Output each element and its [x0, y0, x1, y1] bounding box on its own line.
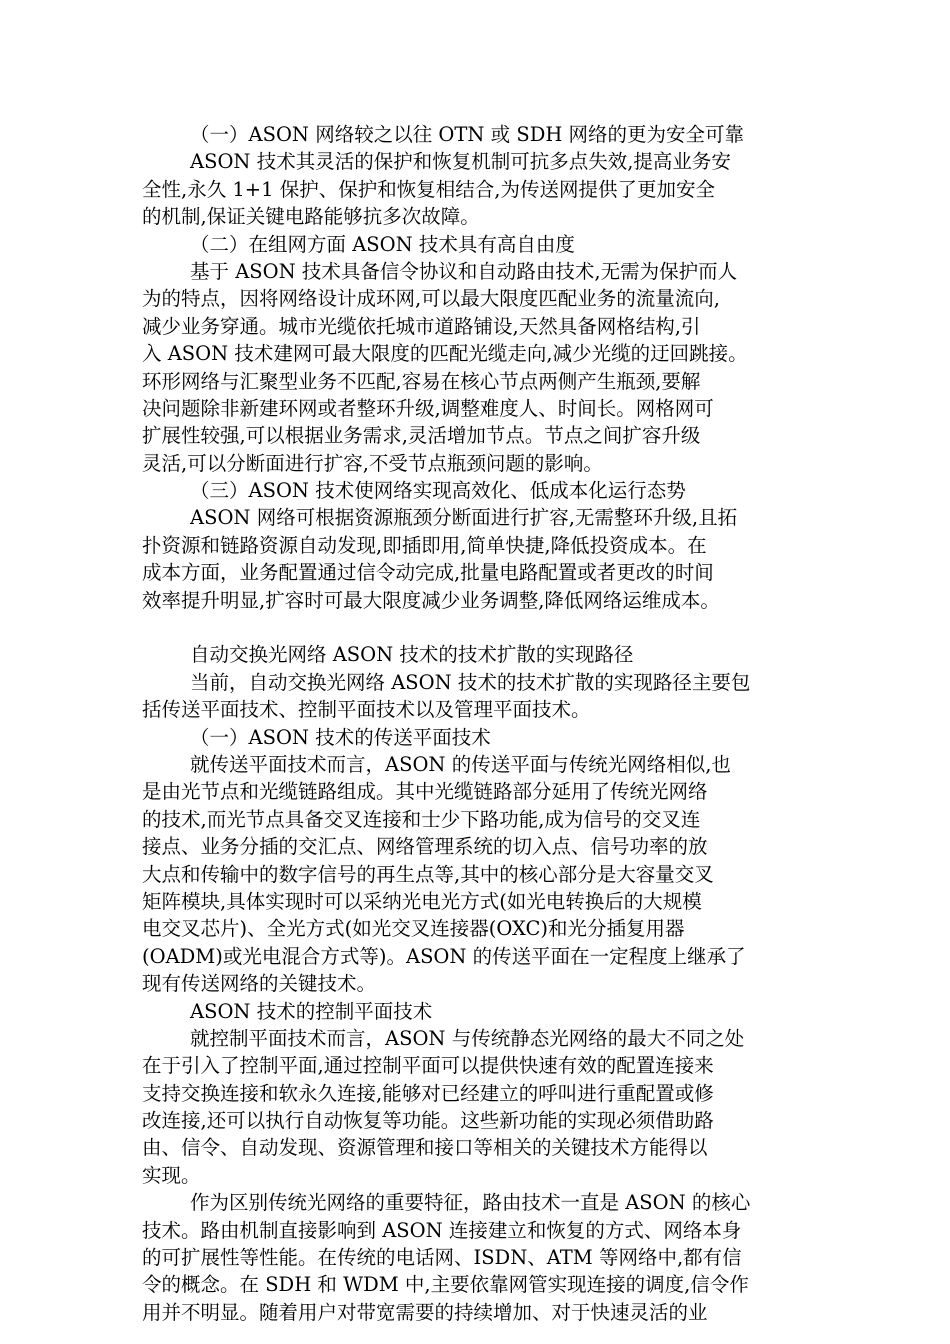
paragraph-line: 环形网络与汇聚型业务不匹配,容易在核心节点两侧产生瓶颈,要解: [142, 369, 701, 393]
paragraph-line: 扩展性较强,可以根据业务需求,灵活增加节点。节点之间扩容升级: [142, 424, 701, 448]
paragraph-line: 的技术,而光节点具备交叉连接和士少下路功能,成为信号的交叉连: [142, 807, 701, 831]
paragraph-line: 入 ASON 技术建网可最大限度的匹配光缆走向,减少光缆的迂回跳接。: [142, 342, 748, 366]
paragraph-line: ASON 技术其灵活的保护和恢复机制可抗多点失效,提高业务安: [190, 150, 731, 174]
heading-3: （三）ASON 技术使网络实现高效化、低成本化运行态势: [190, 479, 686, 503]
paragraph-line: 决问题除非新建环网或者整环升级,调整难度人、时间长。网格网可: [142, 396, 714, 420]
paragraph-line: 电交叉芯片)、全光方式(如光交叉连接器(OXC)和光分插复用器: [142, 917, 685, 941]
heading-1: （一）ASON 网络较之以往 OTN 或 SDH 网络的更为安全可靠: [190, 123, 745, 146]
paragraph-line: 减少业务穿通。城市光缆依托城市道路铺设,天然具备网格结构,引: [142, 314, 701, 338]
paragraph-line: 大点和传输中的数字信号的再生点等,其中的核心部分是大容量交叉: [142, 862, 714, 886]
paragraph-line: ASON 网络可根据资源瓶颈分断面进行扩容,无需整环升级,且拓: [190, 506, 738, 530]
paragraph-line: 改连接,还可以执行自动恢复等功能。这些新功能的实现必须借助路: [142, 1109, 714, 1133]
paragraph-line: 支持交换连接和软永久连接,能够对已经建立的呼叫进行重配置或修: [142, 1081, 714, 1105]
paragraph-line: 括传送平面技术、控制平面技术以及管理平面技术。: [142, 698, 591, 722]
paragraph-line: 技术。路由机制直接影响到 ASON 连接建立和恢复的方式、网络本身: [142, 1218, 742, 1242]
paragraph-line: 灵活,可以分断面进行扩容,不受节点瓶颈问题的影响。: [142, 451, 603, 475]
paragraph-line: 为的特点，因将网络设计成环网,可以最大限度匹配业务的流量流向,: [142, 287, 720, 311]
section-title: 自动交换光网络 ASON 技术的技术扩散的实现路径: [190, 643, 634, 667]
paragraph-line: 的可扩展性等性能。在传统的电话网、ISDN、ATM 等网络中,都有信: [142, 1246, 742, 1270]
paragraph-line: 作为区别传统光网络的重要特征，路由技术一直是 ASON 的核心: [190, 1191, 751, 1215]
paragraph-line: 扑资源和链路资源自动发现,即插即用,简单快捷,降低投资成本。在: [142, 533, 707, 557]
paragraph-line: 就控制平面技术而言，ASON 与传统静态光网络的最大不同之处: [190, 1026, 745, 1050]
paragraph-line: 接点、业务分插的交汇点、网络管理系统的切入点、信号功率的放: [142, 835, 708, 859]
paragraph-line: 现有传送网络的关键技术。: [142, 972, 377, 996]
paragraph-line: 在于引入了控制平面,通过控制平面可以提供快速有效的配置连接来: [142, 1054, 714, 1078]
paragraph-line: 全性,永久 1+1 保护、保护和恢复相结合,为传送网提供了更加安全: [142, 177, 715, 201]
paragraph-line: 基于 ASON 技术具备信令协议和自动路由技术,无需为保护而人: [190, 259, 738, 283]
paragraph-line: 的机制,保证关键电路能够抗多次故障。: [142, 205, 480, 229]
blank-line: [142, 614, 808, 641]
paragraph-line: 当前，自动交换光网络 ASON 技术的技术扩散的实现路径主要包: [190, 670, 751, 694]
paragraph-line: 实现。: [142, 1163, 201, 1187]
paragraph-line: 成本方面，业务配置通过信令动完成,批量电路配置或者更改的时间: [142, 561, 714, 585]
paragraph-line: 是由光节点和光缆链路组成。其中光缆链路部分延用了传统光网络: [142, 780, 708, 804]
paragraph-line: 由、信令、自动发现、资源管理和接口等相关的关键技术方能得以: [142, 1136, 708, 1160]
paragraph-line: 令的概念。在 SDH 和 WDM 中,主要依靠网管实现连接的调度,信令作: [142, 1273, 749, 1297]
heading-transport-plane: （一）ASON 技术的传送平面技术: [190, 725, 491, 749]
paragraph-line: (OADM)或光电混合方式等)。ASON 的传送平面在一定程度上继承了: [142, 944, 746, 968]
paragraph-line: 效率提升明显,扩容时可最大限度减少业务调整,降低网络运维成本。: [142, 588, 720, 612]
heading-2: （二）在组网方面 ASON 技术具有高自由度: [190, 232, 575, 256]
document-page: [142, 121, 808, 1326]
paragraph-line: 矩阵模块,具体实现时可以采纳光电光方式(如光电转换后的大规模: [142, 889, 702, 913]
paragraph-line: 用并不明显。随着用户对带宽需要的持续增加、对于快速灵活的业: [142, 1300, 708, 1324]
heading-control-plane: ASON 技术的控制平面技术: [190, 999, 433, 1023]
paragraph-line: 就传送平面技术而言，ASON 的传送平面与传统光网络相似,也: [190, 752, 731, 776]
